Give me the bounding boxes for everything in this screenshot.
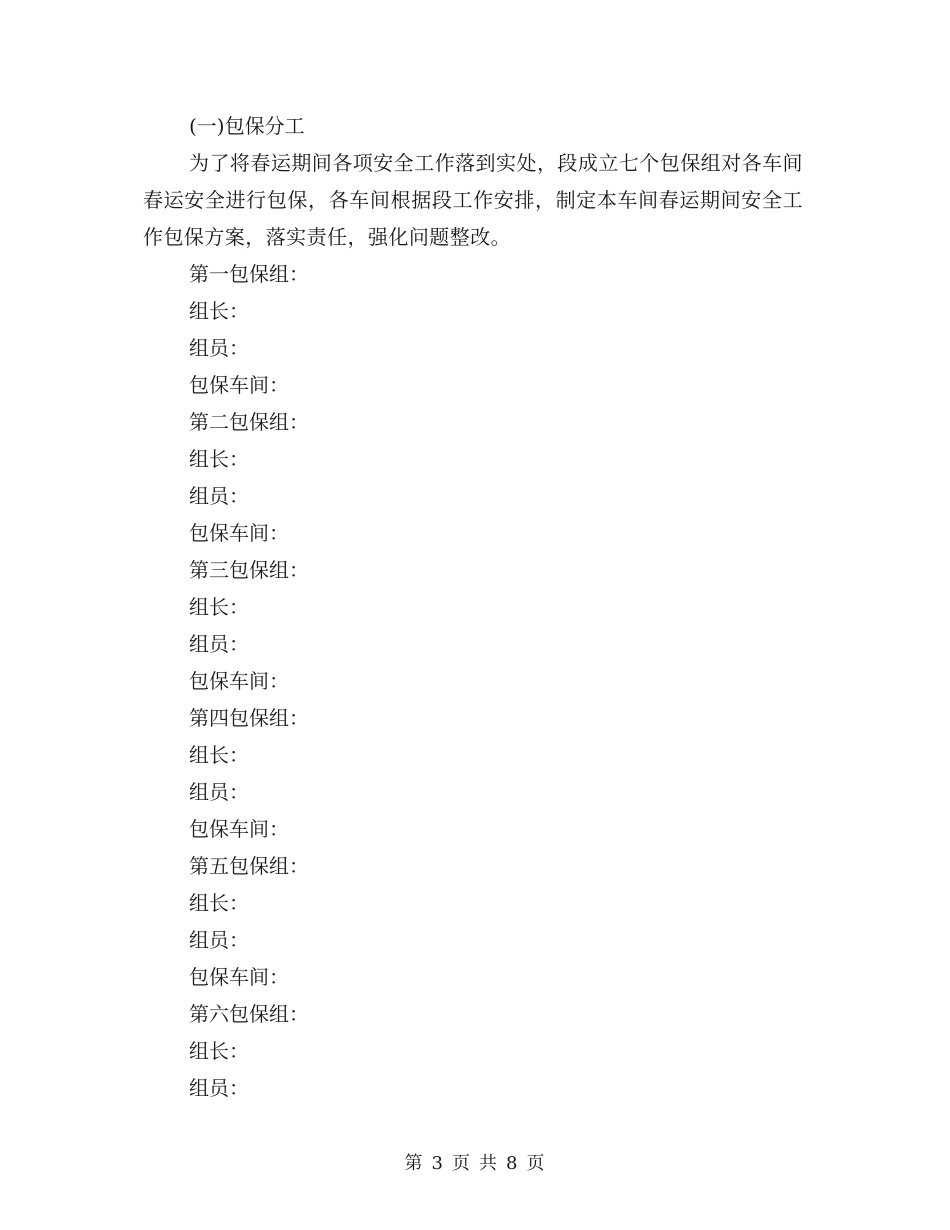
- footer-page-prefix: 第: [404, 1153, 424, 1174]
- group-6-members: 组员：: [189, 1076, 249, 1100]
- group-1-workshop: 包保车间：: [189, 373, 289, 397]
- footer-total-word: 共: [479, 1153, 498, 1174]
- footer-page-suffix: 页: [526, 1153, 546, 1174]
- section-heading: (一)包保分工: [189, 114, 305, 138]
- footer-total-pages: 8: [506, 1153, 519, 1174]
- group-4-title: 第四包保组：: [189, 706, 309, 730]
- document-body: [143, 108, 803, 1107]
- group-5-leader: 组长：: [189, 891, 249, 915]
- group-5-workshop: 包保车间：: [189, 965, 289, 989]
- footer-page-word: 页: [452, 1153, 471, 1174]
- group-2-title: 第二包保组：: [189, 410, 309, 434]
- group-5-members: 组员：: [189, 928, 249, 952]
- footer-current-page: 3: [431, 1153, 444, 1174]
- group-2-workshop: 包保车间：: [189, 521, 289, 545]
- group-5-title: 第五包保组：: [189, 854, 309, 878]
- group-6-leader: 组长：: [189, 1039, 249, 1063]
- group-4-leader: 组长：: [189, 743, 249, 767]
- intro-paragraph: 为了将春运期间各项安全工作落到实处，段成立七个包保组对各车间春运安全进行包保，各车间根据段工作安排，制定本车间春运期间安全工作包保方案，落实责任，强化问题整改。: [143, 151, 803, 249]
- group-2-leader: 组长：: [189, 447, 249, 471]
- group-1-members: 组员：: [189, 336, 249, 360]
- group-3-workshop: 包保车间：: [189, 669, 289, 693]
- group-4-workshop: 包保车间：: [189, 817, 289, 841]
- group-6-title: 第六包保组：: [189, 1002, 309, 1026]
- group-3-members: 组员：: [189, 632, 249, 656]
- group-3-leader: 组长：: [189, 595, 249, 619]
- page-footer: [0, 1152, 950, 1176]
- group-1-title: 第一包保组：: [189, 262, 309, 286]
- group-1-leader: 组长：: [189, 299, 249, 323]
- group-3-title: 第三包保组：: [189, 558, 309, 582]
- group-4-members: 组员：: [189, 780, 249, 804]
- group-2-members: 组员：: [189, 484, 249, 508]
